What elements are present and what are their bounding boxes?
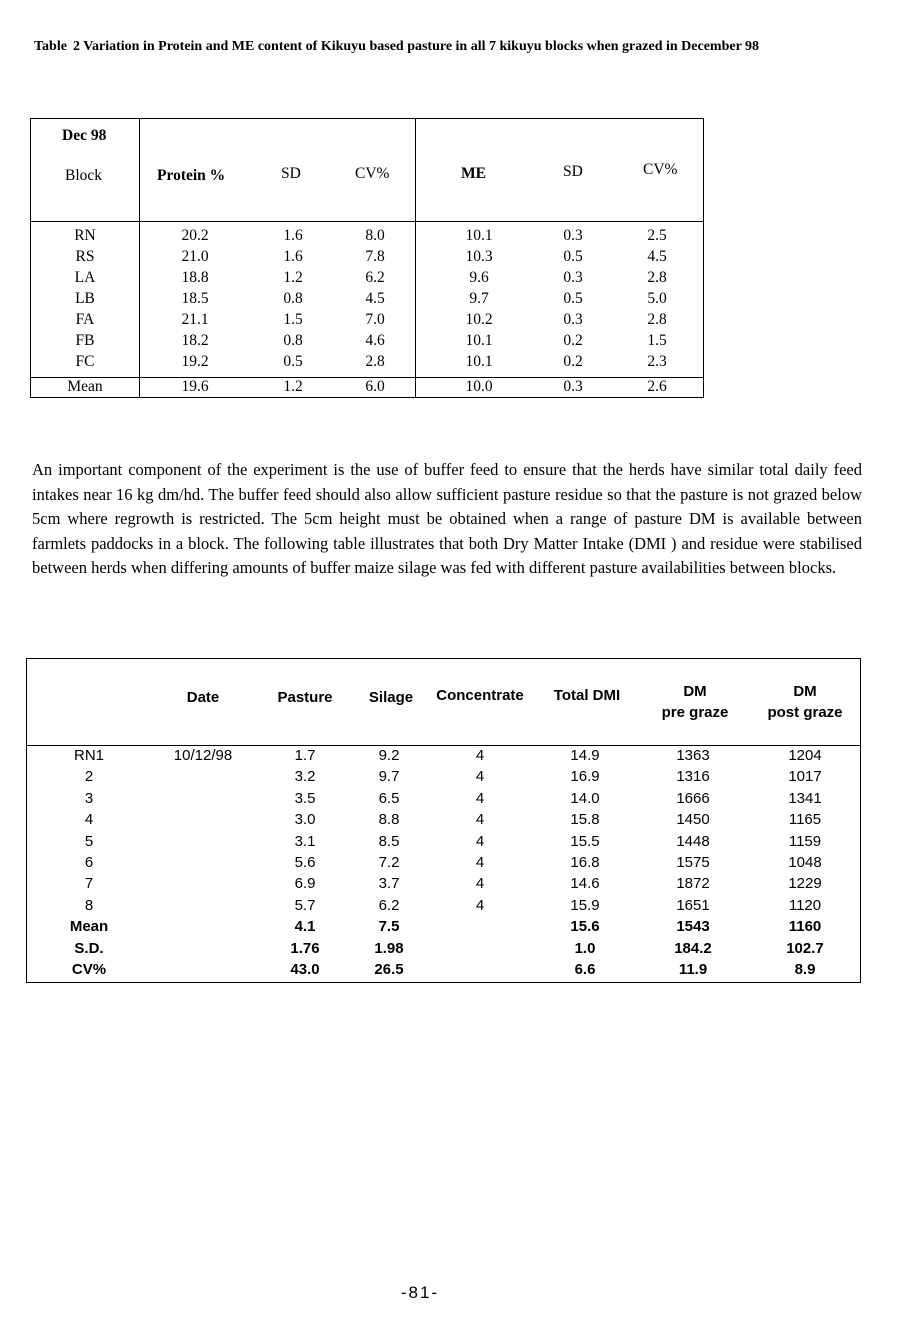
column-header-dm-pre [645, 681, 745, 723]
table-cell: 0.3 [563, 227, 583, 244]
table-cell: RN1 [73, 747, 104, 764]
table-cell: FB [75, 332, 95, 349]
table-cell: 2.3 [647, 353, 667, 370]
table-row [31, 311, 703, 332]
summary-row [27, 961, 860, 982]
table-cell: 8.8 [378, 811, 400, 829]
table-cell: 2 [84, 768, 94, 786]
table-cell: 10.1 [465, 353, 493, 370]
table-cell: 0.2 [563, 353, 583, 370]
table-cell: 1.98 [374, 939, 404, 957]
mean-row [31, 378, 703, 399]
table-row [27, 811, 860, 832]
table-cell: 4.1 [294, 918, 316, 936]
column-header-me: ME [461, 165, 486, 182]
table-cell: 3.0 [294, 811, 316, 829]
table-cell: 4 [475, 789, 485, 807]
table-cell: 26.5 [374, 961, 404, 978]
table-cell: 1159 [788, 832, 822, 850]
table-row [27, 768, 860, 789]
table-cell: 19.2 [181, 353, 209, 370]
table-cell: RN [74, 227, 96, 244]
table-cell: 4 [475, 854, 485, 871]
table-cell: 4.6 [365, 332, 385, 349]
table-cell: 6.6 [574, 961, 596, 978]
table-cell: 10.1 [465, 332, 493, 349]
table-caption [34, 38, 824, 56]
table-cell: 0.5 [563, 290, 583, 307]
table-cell: 7.5 [378, 918, 400, 936]
table-cell: Mean [69, 918, 109, 936]
table-cell: 0.8 [283, 332, 303, 349]
table-cell: 2.8 [647, 269, 667, 286]
table-cell: 1341 [788, 789, 822, 807]
table-cell: 14.9 [570, 747, 600, 764]
table-cell: 9.2 [378, 747, 400, 764]
table-cell: 18.5 [181, 290, 209, 307]
table-cell: 3.5 [294, 789, 316, 807]
table-cell: 4 [475, 811, 485, 829]
table-cell: 1316 [676, 768, 710, 786]
table-row [31, 269, 703, 290]
table-cell: 4.5 [647, 248, 667, 265]
table-row [27, 790, 860, 811]
table-cell: 8.0 [365, 227, 385, 244]
table-cell: 1.2 [283, 378, 303, 395]
table-cell: 2.6 [647, 378, 667, 395]
header-line: DM [793, 683, 817, 700]
table-cell: 15.9 [570, 896, 600, 914]
table-cell: 1.76 [290, 939, 320, 957]
table-cell: 1543 [676, 918, 710, 936]
table-cell: 2.5 [647, 227, 667, 244]
table-cell: 16.8 [570, 854, 600, 871]
table-cell: 14.0 [570, 789, 600, 807]
table-cell: 0.3 [563, 311, 583, 328]
table-cell: 1363 [676, 747, 710, 764]
intake-residue-table [26, 658, 861, 983]
column-header-cv: CV% [355, 165, 390, 182]
table-cell: 2.8 [647, 311, 667, 328]
table-row [27, 854, 860, 875]
table-cell: FA [75, 311, 95, 328]
corner-label: Dec 98 [62, 127, 107, 144]
table-cell: 1017 [788, 768, 822, 786]
column-header-dm-post [755, 681, 855, 723]
table-cell: 20.2 [181, 227, 209, 244]
table-cell: 8 [84, 896, 94, 914]
table-cell: 1165 [788, 811, 822, 829]
table-cell: 6.9 [294, 875, 316, 893]
table-caption-label: Table [34, 39, 67, 54]
table-cell: 7 [84, 875, 94, 893]
table-cell: 4 [475, 832, 485, 850]
table-cell: 8.9 [794, 961, 816, 978]
table-cell: 9.6 [469, 269, 489, 286]
column-header-concentrate: Concentrate [436, 687, 524, 704]
table-cell: Mean [67, 378, 103, 395]
table-cell: 1229 [788, 875, 822, 893]
table-cell: 1666 [676, 789, 710, 807]
table-cell: 3.2 [294, 768, 316, 786]
table-cell: 1.5 [647, 332, 667, 349]
summary-row [27, 940, 860, 961]
table-cell: 0.2 [563, 332, 583, 349]
table-cell: 1448 [676, 832, 710, 850]
table-cell: 6 [84, 854, 94, 871]
table-cell: 21.0 [181, 248, 209, 265]
table-cell: 6.2 [378, 896, 400, 914]
header-line: post graze [767, 704, 843, 721]
table-cell: 19.6 [181, 378, 209, 395]
table-cell: 4 [475, 747, 485, 764]
table-cell: 7.2 [378, 854, 400, 871]
table-cell: 10.0 [465, 378, 493, 395]
table-cell: 4 [84, 811, 94, 829]
table-cell: 11.9 [678, 961, 708, 978]
table-cell: 5 [84, 832, 94, 850]
table-cell: 3.1 [294, 832, 316, 850]
table-cell: 1.7 [294, 747, 316, 764]
table-cell: 6.2 [365, 269, 385, 286]
table-cell: 2.8 [365, 353, 385, 370]
table-cell: 0.8 [283, 290, 303, 307]
table-cell: 1.6 [283, 248, 303, 265]
body-paragraph: An important component of the experiment is the use of buffer feed to ensure that the herds have similar total daily feed intakes near 16 kg dm/hd. The buffer feed should also allow sufficient pasture residue so that the pasture is not grazed below 5cm where regrowth is restricted. The 5cm height must be obtained when a range of pasture DM is available between farmlets paddocks in a block. The following table illustrates that both Dry Matter Intake (DMI ) and residue were stabilised between herds when differing amounts of buffer maize silage was fed with different pasture availabilities between blocks. [32, 460, 862, 577]
column-header-date: Date [186, 689, 220, 706]
table-cell: CV% [71, 961, 107, 978]
table-cell: 10.1 [465, 227, 493, 244]
table-cell: 7.8 [365, 248, 385, 265]
table-cell: 184.2 [674, 939, 712, 957]
table-cell: 9.7 [469, 290, 489, 307]
table-cell: 10/12/98 [173, 747, 233, 764]
table-cell: 102.7 [786, 939, 824, 957]
table-cell: 1450 [676, 811, 710, 829]
column-header-sd: SD [281, 165, 301, 182]
table-cell: 43.0 [290, 961, 320, 978]
table-cell: 10.3 [465, 248, 493, 265]
table-cell: 18.8 [181, 269, 209, 286]
table-cell: 1.6 [283, 227, 303, 244]
table-cell: 5.7 [294, 896, 316, 914]
table-cell: LA [74, 269, 96, 286]
table-cell: 16.9 [570, 768, 600, 786]
table-cell: 0.3 [563, 378, 583, 395]
table-cell: 15.6 [570, 918, 600, 936]
page-number: -81- [400, 1283, 440, 1302]
table-cell: 4 [475, 768, 485, 786]
table-cell: 1575 [676, 854, 710, 871]
table-cell: 0.5 [563, 248, 583, 265]
table-cell: 18.2 [181, 332, 209, 349]
table-cell: 10.2 [465, 311, 493, 328]
table-cell: 0.5 [283, 353, 303, 370]
table-cell: RS [75, 248, 95, 265]
table-cell: 3.7 [378, 875, 400, 893]
table-cell: 1.2 [283, 269, 303, 286]
table-cell: LB [75, 290, 95, 307]
table-cell: 3 [84, 789, 94, 807]
column-header-silage: Silage [368, 689, 414, 706]
table-row [27, 747, 860, 768]
table-cell: 0.3 [563, 269, 583, 286]
table-cell: 4 [475, 896, 485, 914]
table-row [31, 332, 703, 353]
summary-row [27, 918, 860, 939]
table-cell: 7.0 [365, 311, 385, 328]
table-row [27, 833, 860, 854]
table-cell: 9.7 [378, 768, 400, 786]
table-row [27, 875, 860, 896]
table-cell: 21.1 [181, 311, 209, 328]
table-divider [27, 745, 860, 746]
column-header-pasture: Pasture [277, 689, 333, 706]
table-cell: 1872 [676, 875, 710, 893]
table-divider [31, 221, 703, 222]
table-row [31, 353, 703, 374]
table-cell: 1204 [788, 747, 822, 764]
table-cell: 15.8 [570, 811, 600, 829]
header-line: DM [683, 683, 707, 700]
table-row [31, 290, 703, 311]
table-cell: 1160 [788, 918, 822, 936]
table-cell: 1651 [676, 896, 710, 914]
table-cell: 5.6 [294, 854, 316, 871]
table-cell: 8.5 [378, 832, 400, 850]
table-cell: 4 [475, 875, 485, 893]
protein-me-table [30, 118, 704, 398]
table-row [31, 248, 703, 269]
table-cell: S.D. [74, 939, 104, 957]
column-header-protein: Protein % [157, 167, 226, 184]
table-cell: 1.5 [283, 311, 303, 328]
column-header-cv: CV% [643, 161, 678, 178]
table-cell: 6.0 [365, 378, 385, 395]
table-cell: 14.6 [570, 875, 600, 893]
table-cell: 15.5 [570, 832, 600, 850]
table-cell: 1.0 [574, 939, 596, 957]
table-row [31, 227, 703, 248]
table-cell: 1048 [788, 854, 822, 871]
table-cell: FC [75, 353, 95, 370]
column-header-block: Block [65, 167, 103, 184]
table-caption-text: 2 Variation in Protein and ME content of Kikuyu based pasture in all 7 kikuyu blocks when grazed in December 98 [72, 39, 760, 54]
table-cell: 4.5 [365, 290, 385, 307]
table-cell: 1120 [788, 896, 822, 914]
table-cell: 5.0 [647, 290, 667, 307]
column-header-sd: SD [563, 163, 583, 180]
header-line: pre graze [661, 704, 729, 721]
table-cell: 6.5 [378, 789, 400, 807]
column-header-total-dmi: Total DMI [553, 687, 621, 704]
table-row [27, 897, 860, 918]
